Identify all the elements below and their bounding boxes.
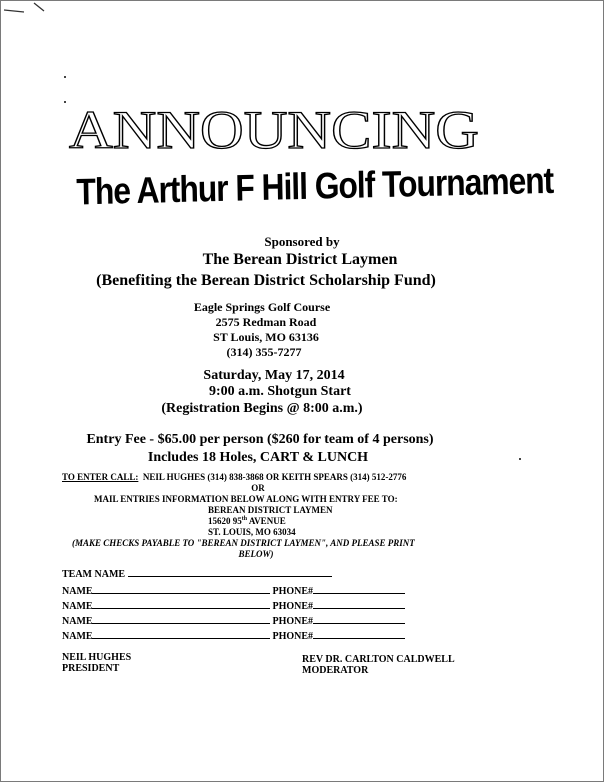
phone-label: PHONE# (272, 601, 314, 612)
name-label: NAME (62, 601, 93, 612)
phone-label: PHONE# (272, 586, 314, 597)
checks-note-line1: (MAKE CHECKS PAYABLE TO "BEREAN DISTRICT LAYMEN", AND PLEASE PRINT (72, 538, 415, 548)
player-row-2 (62, 601, 405, 612)
scan-speck (64, 76, 66, 78)
org-name: BEREAN DISTRICT LAYMEN (208, 505, 333, 515)
name-field[interactable] (92, 592, 270, 594)
phone-field[interactable] (313, 607, 405, 609)
phone-field[interactable] (313, 622, 405, 624)
moderator-name: REV DR. CARLTON CALDWELL (302, 654, 455, 665)
president-name: NEIL HUGHES (62, 652, 132, 663)
venue-phone: (314) 355-7277 (226, 345, 302, 359)
scan-speck (519, 458, 521, 460)
player-row-4 (62, 631, 405, 642)
or-label: OR (251, 483, 265, 493)
phone-label: PHONE# (272, 616, 314, 627)
phone-field[interactable] (313, 592, 405, 594)
scan-mark-icon (0, 0, 50, 20)
team-name-field[interactable] (128, 575, 332, 577)
player-row-3 (62, 616, 405, 627)
name-field[interactable] (92, 637, 270, 639)
mail-line: MAIL ENTRIES INFORMATION BELOW ALONG WITH ENTRY FEE TO: (94, 494, 398, 504)
scan-speck (64, 101, 66, 103)
team-name-label: TEAM NAME (62, 569, 126, 580)
venue-city: ST Louis, MO 63136 (213, 330, 319, 344)
name-field[interactable] (92, 607, 270, 609)
announcing-heading (64, 96, 484, 160)
phone-label: PHONE# (272, 631, 314, 642)
venue-street: 2575 Redman Road (215, 315, 317, 329)
player-row-1 (62, 586, 405, 597)
sponsored-by-label: Sponsored by (264, 234, 340, 249)
event-date: Saturday, May 17, 2014 (203, 368, 345, 383)
name-field[interactable] (92, 622, 270, 624)
enter-call-label: TO ENTER CALL: (62, 472, 139, 482)
team-name-row (62, 569, 332, 580)
phone-field[interactable] (313, 637, 405, 639)
enter-call-line (62, 472, 406, 482)
checks-note-line2: BELOW) (238, 549, 274, 559)
moderator-title: MODERATOR (302, 665, 369, 676)
registration-time: (Registration Begins @ 8:00 a.m.) (161, 401, 363, 416)
venue-name: Eagle Springs Golf Course (193, 300, 331, 314)
name-label: NAME (62, 616, 93, 627)
benefit-line: (Benefiting the Berean District Scholarship Fund) (96, 272, 436, 289)
sponsor-name: The Berean District Laymen (202, 251, 398, 268)
enter-call-contacts: NEIL HUGHES (314) 838-3868 OR KEITH SPEARS (314) 512-2776 (142, 472, 407, 482)
president-title: PRESIDENT (62, 663, 120, 674)
tournament-title: The Arthur F Hill Golf Tournament (76, 159, 554, 213)
start-time: 9:00 a.m. Shotgun Start (209, 384, 351, 399)
org-city: ST. LOUIS, MO 63034 (208, 527, 296, 537)
includes-line: Includes 18 Holes, CART & LUNCH (147, 450, 369, 465)
entry-fee: Entry Fee - $65.00 per person ($260 for team of 4 persons) (86, 432, 434, 447)
svg-text:ANNOUNCING: ANNOUNCING (69, 100, 479, 160)
name-label: NAME (62, 586, 93, 597)
name-label: NAME (62, 631, 93, 642)
org-street: 15620 95th AVENUE (208, 516, 286, 526)
